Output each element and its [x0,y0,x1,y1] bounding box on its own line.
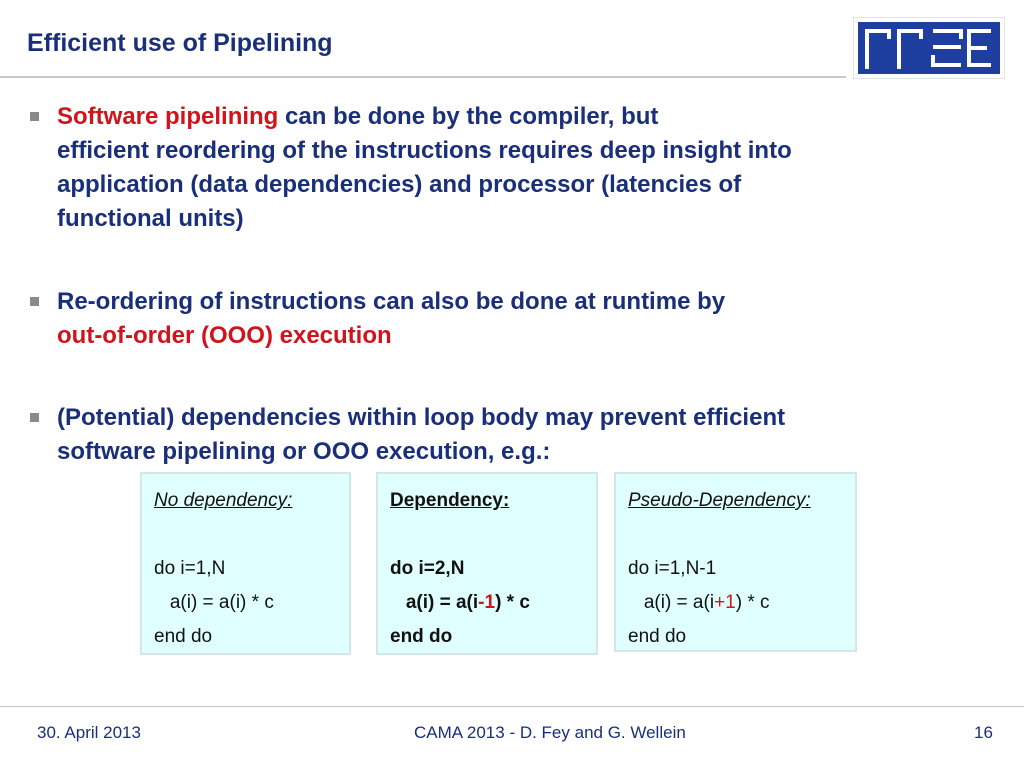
example-dependency: Dependency: do i=2,N a(i) = a(i-1) * c end do [376,472,598,655]
bullet-reordering: Re-ordering of instructions can also be done at runtime by out-of-order (OOO) execution [30,285,990,353]
bullet-software-pipelining: Software pipelining can be done by the compiler, but efficient reordering of the instructions requires deep insight into application (data dependencies) and processor (latencies of functional units) [30,100,990,236]
bullet-marker [30,297,39,306]
footer-divider [0,706,1024,707]
highlight-ooo-execution: out-of-order (OOO) execution [57,322,392,349]
footer-title: CAMA 2013 - D. Fey and G. Wellein [414,723,686,742]
bullet-marker [30,413,39,422]
example-heading: Dependency: [390,490,510,511]
title-divider [0,76,846,78]
example-heading: No dependency: [154,490,293,511]
highlight-software-pipelining: Software pipelining [57,103,279,130]
bullet-marker [30,112,39,121]
rrze-logo [853,17,1005,79]
example-heading: Pseudo-Dependency: [628,490,811,511]
bullet-dependencies: (Potential) dependencies within loop body may prevent efficient software pipelining or OOO execution, e.g.: [30,401,990,469]
slide-title: Efficient use of Pipelining [27,29,333,57]
footer-date: 30. April 2013 [37,723,141,742]
example-no-dependency: No dependency: do i=1,N a(i) = a(i) * c end do [140,472,351,655]
page-number: 16 [974,723,993,742]
example-pseudo-dependency: Pseudo-Dependency: do i=1,N-1 a(i) = a(i+1) * c end do [614,472,857,652]
